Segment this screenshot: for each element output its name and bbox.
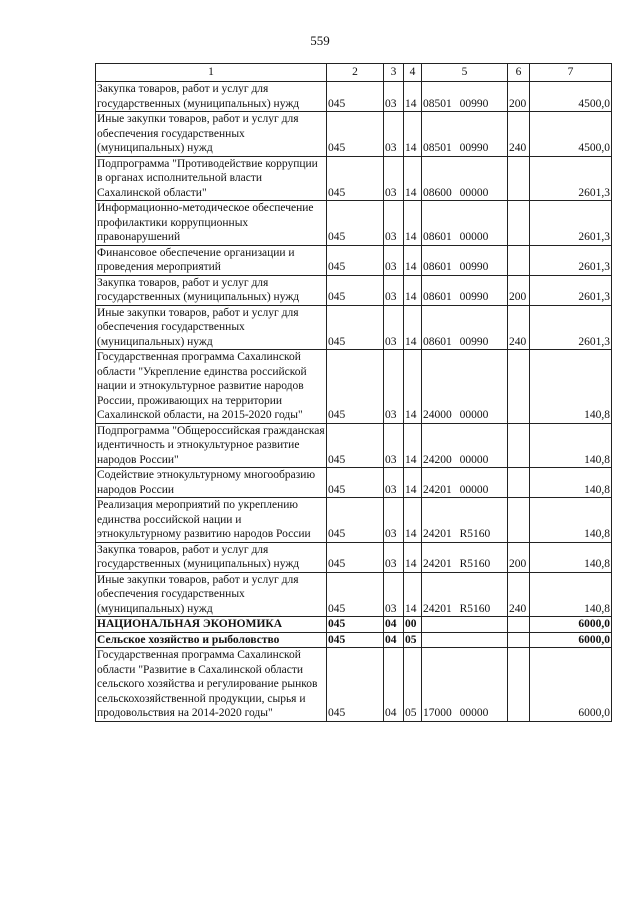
row-name-cell: Иные закупки товаров, работ и услуг для обеспечения государственных (муниципальных) нужд: [96, 112, 327, 157]
row-sum-cell: 2601,3: [530, 156, 612, 201]
row-target-article-cell: 17000 00000: [422, 648, 508, 722]
row-expense-type-cell: 240: [508, 572, 530, 617]
row-expense-type-cell: 200: [508, 82, 530, 112]
row-subsection-cell: 14: [404, 498, 422, 543]
table-row: [96, 350, 612, 424]
row-ved-cell: 045: [327, 423, 384, 468]
row-target-article-cell: 08601 00990: [422, 245, 508, 275]
table-row: [96, 572, 612, 617]
row-target-article-cell: 08600 00000: [422, 156, 508, 201]
column-header: 4: [404, 64, 422, 82]
table-row: [96, 632, 612, 648]
row-name-cell: Закупка товаров, работ и услуг для государственных (муниципальных) нужд: [96, 542, 327, 572]
row-subsection-cell: 14: [404, 112, 422, 157]
table-row: [96, 468, 612, 498]
row-expense-type-cell: [508, 423, 530, 468]
row-expense-type-cell: [508, 617, 530, 633]
row-name-cell: Финансовое обеспечение организации и проведения мероприятий: [96, 245, 327, 275]
row-subsection-cell: 14: [404, 275, 422, 305]
row-sum-cell: 2601,3: [530, 305, 612, 350]
column-header: 2: [327, 64, 384, 82]
page-number: 559: [310, 33, 330, 48]
row-name-cell: Государственная программа Сахалинской области "Развитие в Сахалинской области сельского хозяйства и регулирование рынков сельскохозяйственной продукции, сырья и продовольствия на 2014-2020 годы": [96, 648, 327, 722]
row-sum-cell: 140,8: [530, 498, 612, 543]
row-section-cell: 04: [384, 617, 404, 633]
row-section-cell: 03: [384, 572, 404, 617]
column-header: 3: [384, 64, 404, 82]
column-header: 6: [508, 64, 530, 82]
row-expense-type-cell: [508, 468, 530, 498]
row-section-cell: 03: [384, 201, 404, 246]
row-name-cell: Закупка товаров, работ и услуг для государственных (муниципальных) нужд: [96, 82, 327, 112]
table-body: [96, 82, 612, 722]
row-target-article-cell: 08501 00990: [422, 112, 508, 157]
row-section-cell: 03: [384, 468, 404, 498]
row-sum-cell: 140,8: [530, 350, 612, 424]
row-expense-type-cell: 240: [508, 112, 530, 157]
row-sum-cell: 6000,0: [530, 632, 612, 648]
row-name-cell: Реализация мероприятий по укреплению единства российской нации и этнокультурному развитию народов России: [96, 498, 327, 543]
budget-table: [95, 63, 612, 722]
row-expense-type-cell: [508, 201, 530, 246]
row-subsection-cell: 14: [404, 572, 422, 617]
row-section-cell: 03: [384, 423, 404, 468]
row-name-cell: Информационно-методическое обеспечение профилактики коррупционных правонарушений: [96, 201, 327, 246]
row-subsection-cell: 14: [404, 423, 422, 468]
row-subsection-cell: 05: [404, 632, 422, 648]
row-expense-type-cell: 200: [508, 542, 530, 572]
row-target-article-cell: 24201 R5160: [422, 498, 508, 543]
row-sum-cell: 140,8: [530, 423, 612, 468]
table-row: [96, 542, 612, 572]
table-row: [96, 498, 612, 543]
column-header: 7: [530, 64, 612, 82]
row-section-cell: 03: [384, 156, 404, 201]
row-ved-cell: 045: [327, 275, 384, 305]
row-ved-cell: 045: [327, 542, 384, 572]
row-subsection-cell: 14: [404, 350, 422, 424]
row-sum-cell: 2601,3: [530, 275, 612, 305]
row-section-cell: 03: [384, 245, 404, 275]
row-subsection-cell: 14: [404, 468, 422, 498]
row-section-cell: 03: [384, 305, 404, 350]
row-ved-cell: 045: [327, 112, 384, 157]
row-ved-cell: 045: [327, 617, 384, 633]
row-subsection-cell: 14: [404, 82, 422, 112]
row-ved-cell: 045: [327, 156, 384, 201]
row-sum-cell: 4500,0: [530, 112, 612, 157]
row-subsection-cell: 05: [404, 648, 422, 722]
row-target-article-cell: 24201 R5160: [422, 542, 508, 572]
row-expense-type-cell: 200: [508, 275, 530, 305]
row-ved-cell: 045: [327, 632, 384, 648]
row-target-article-cell: 08601 00990: [422, 275, 508, 305]
row-target-article-cell: 08601 00990: [422, 305, 508, 350]
row-expense-type-cell: [508, 156, 530, 201]
row-subsection-cell: 14: [404, 201, 422, 246]
row-subsection-cell: 14: [404, 305, 422, 350]
row-name-cell: Иные закупки товаров, работ и услуг для обеспечения государственных (муниципальных) нужд: [96, 572, 327, 617]
column-header: 5: [422, 64, 508, 82]
row-section-cell: 03: [384, 82, 404, 112]
row-section-cell: 04: [384, 632, 404, 648]
row-name-cell: Подпрограмма "Общероссийская гражданская идентичность и этнокультурное развитие народов России": [97, 424, 325, 466]
row-ved-cell: 045: [327, 82, 384, 112]
table-row: [96, 648, 612, 722]
row-ved-cell: 045: [327, 468, 384, 498]
row-sum-cell: 4500,0: [530, 82, 612, 112]
row-ved-cell: 045: [327, 350, 384, 424]
row-name-cell: Иные закупки товаров, работ и услуг для обеспечения государственных (муниципальных) нужд: [96, 305, 327, 350]
table-row: [96, 275, 612, 305]
row-section-cell: 03: [384, 498, 404, 543]
row-subsection-cell: 14: [404, 156, 422, 201]
row-target-article-cell: 24201 00000: [422, 468, 508, 498]
row-target-article-cell: 24201 R5160: [422, 572, 508, 617]
row-section-cell: 03: [384, 275, 404, 305]
row-target-article-cell: 24000 00000: [422, 350, 508, 424]
row-ved-cell: 045: [327, 498, 384, 543]
row-ved-cell: 045: [327, 648, 384, 722]
row-target-article-cell: 08501 00990: [422, 82, 508, 112]
row-ved-cell: 045: [327, 245, 384, 275]
row-target-article-cell: [422, 632, 508, 648]
row-name-cell: НАЦИОНАЛЬНАЯ ЭКОНОМИКА: [96, 617, 327, 633]
table-row: [96, 201, 612, 246]
table-row: [96, 617, 612, 633]
row-name-cell: Содействие этнокультурному многообразию народов России: [96, 468, 327, 498]
row-section-cell: 04: [384, 648, 404, 722]
table-row: [96, 305, 612, 350]
table-header-row: [96, 64, 612, 82]
row-sum-cell: 2601,3: [530, 245, 612, 275]
table-row: [96, 423, 612, 468]
row-expense-type-cell: [508, 648, 530, 722]
row-section-cell: 03: [384, 350, 404, 424]
row-expense-type-cell: [508, 245, 530, 275]
row-ved-cell: 045: [327, 201, 384, 246]
row-expense-type-cell: [508, 350, 530, 424]
row-name-cell: Сельское хозяйство и рыболовство: [96, 632, 327, 648]
row-sum-cell: 140,8: [530, 468, 612, 498]
row-section-cell: 03: [384, 112, 404, 157]
row-expense-type-cell: [508, 498, 530, 543]
table-row: [96, 156, 612, 201]
row-target-article-cell: [422, 617, 508, 633]
row-name-cell: Закупка товаров, работ и услуг для государственных (муниципальных) нужд: [96, 275, 327, 305]
column-header: 1: [96, 64, 327, 82]
row-target-article-cell: 24200 00000: [422, 423, 508, 468]
row-sum-cell: 6000,0: [530, 648, 612, 722]
row-expense-type-cell: [508, 632, 530, 648]
row-target-article-cell: 08601 00000: [422, 201, 508, 246]
row-ved-cell: 045: [327, 572, 384, 617]
row-expense-type-cell: 240: [508, 305, 530, 350]
row-ved-cell: 045: [327, 305, 384, 350]
row-subsection-cell: 00: [404, 617, 422, 633]
table-row: [96, 82, 612, 112]
row-subsection-cell: 14: [404, 542, 422, 572]
table-row: [96, 245, 612, 275]
row-sum-cell: 6000,0: [530, 617, 612, 633]
row-section-cell: 03: [384, 542, 404, 572]
table-row: [96, 112, 612, 157]
row-name-cell: Подпрограмма "Противодействие коррупции в органах исполнительной власти Сахалинской области": [96, 156, 327, 201]
row-sum-cell: 2601,3: [530, 201, 612, 246]
row-sum-cell: 140,8: [530, 572, 612, 617]
row-name-cell: Государственная программа Сахалинской области "Укрепление единства российской нации и этнокультурное развитие народов России, проживающих на территории Сахалинской области, на 2015-2020 годы": [96, 350, 327, 424]
row-sum-cell: 140,8: [530, 542, 612, 572]
row-subsection-cell: 14: [404, 245, 422, 275]
